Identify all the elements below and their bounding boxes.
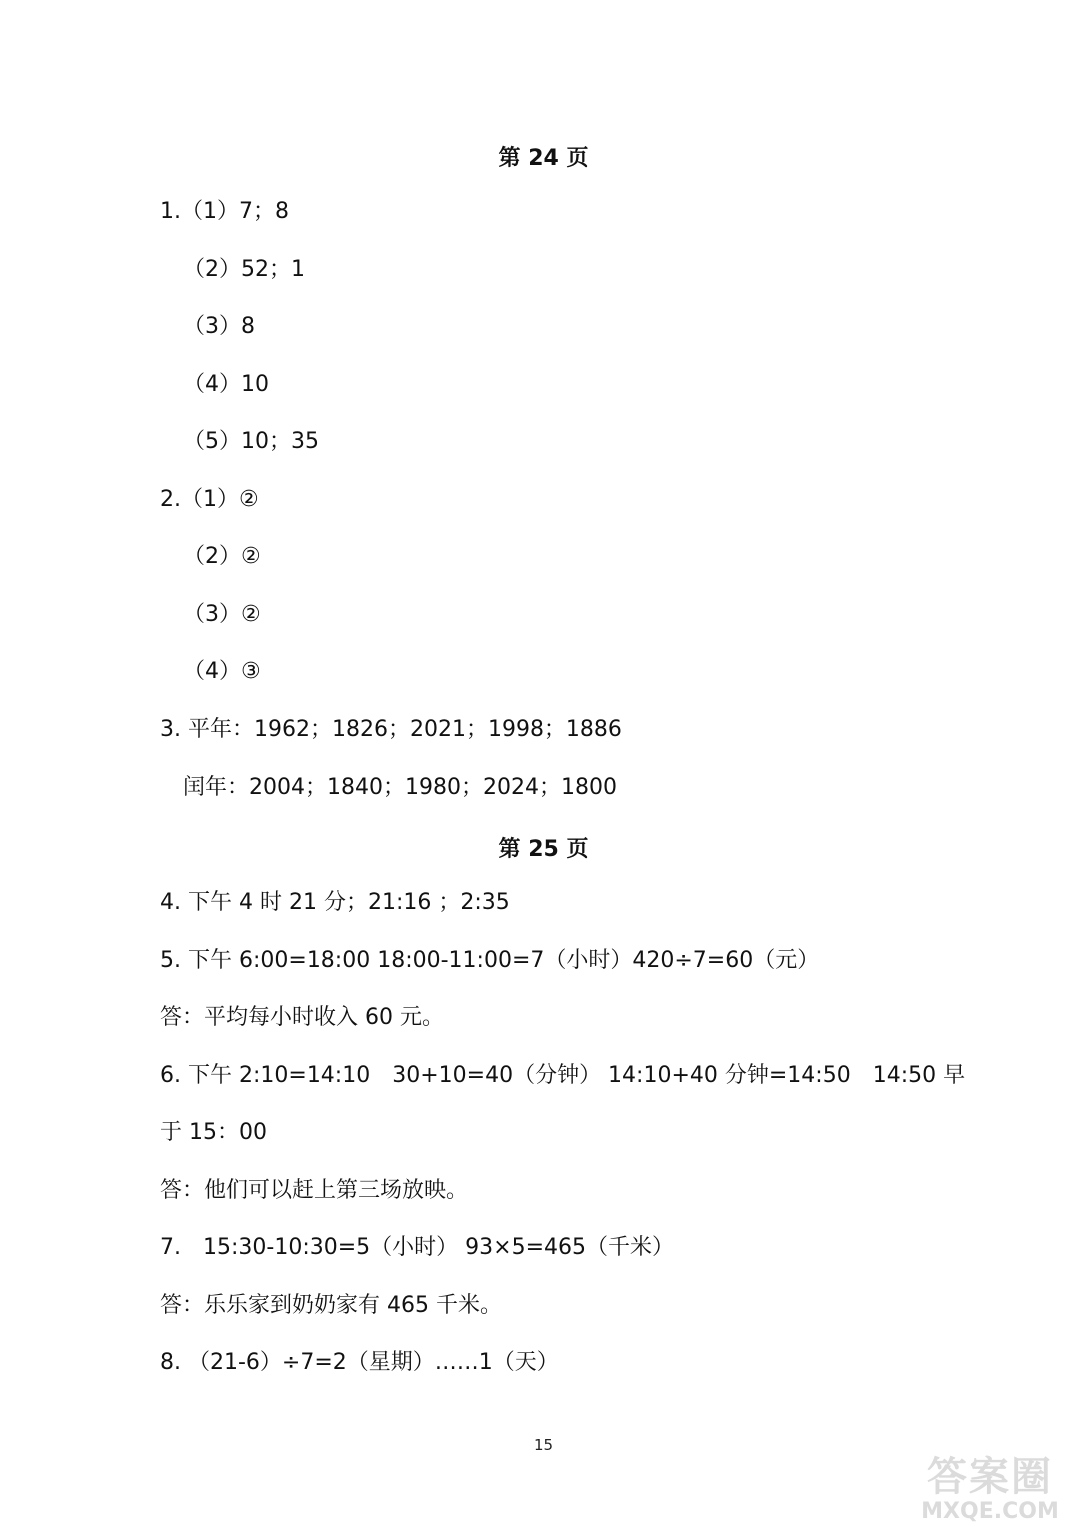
answer-line: 8. （21-6）÷7=2（星期）……1（天） xyxy=(160,1350,559,1375)
answer-line: （5）10；35 xyxy=(183,429,319,454)
answer-line: 闰年：2004；1840；1980；2024；1800 xyxy=(183,775,617,800)
answer-line: 1.（1）7；8 xyxy=(160,199,289,224)
answer-line: 4. 下午 4 时 21 分；21:16 ；2:35 xyxy=(160,890,510,915)
answer-line: 答：平均每小时收入 60 元。 xyxy=(160,1005,444,1030)
answer-line: 答：乐乐家到奶奶家有 465 千米。 xyxy=(160,1293,502,1318)
answer-line: 于 15：00 xyxy=(160,1120,267,1145)
watermark-domain: MXQE.COM xyxy=(921,1499,1059,1524)
section-heading-page-25: 第 25 页 xyxy=(498,837,589,862)
answer-line: 7. 15:30-10:30=5（小时） 93×5=465（千米） xyxy=(160,1235,675,1260)
page-number: 15 xyxy=(533,1436,554,1454)
answer-line: 答：他们可以赶上第三场放映。 xyxy=(160,1178,469,1203)
answer-line: （3）② xyxy=(183,602,261,627)
watermark-title: 答案圈 xyxy=(927,1453,1053,1500)
watermark-logo xyxy=(905,1455,1075,1529)
answer-line: 6. 下午 2:10=14:10 30+10=40（分钟） 14:10+40 分钟=14:50 14:50 早 xyxy=(160,1063,966,1088)
section-heading-page-24: 第 24 页 xyxy=(498,146,589,171)
answer-line: （3）8 xyxy=(183,314,255,339)
answer-line: （2）52；1 xyxy=(183,257,305,282)
answer-line: 5. 下午 6:00=18:00 18:00-11:00=7（小时）420÷7=60（元） xyxy=(160,948,820,973)
answer-line: （2）② xyxy=(183,544,261,569)
answer-line: 2.（1）② xyxy=(160,487,259,512)
answer-line: 3. 平年：1962；1826；2021；1998；1886 xyxy=(160,717,622,742)
answer-line: （4）③ xyxy=(183,659,261,684)
answer-line: （4）10 xyxy=(183,372,269,397)
